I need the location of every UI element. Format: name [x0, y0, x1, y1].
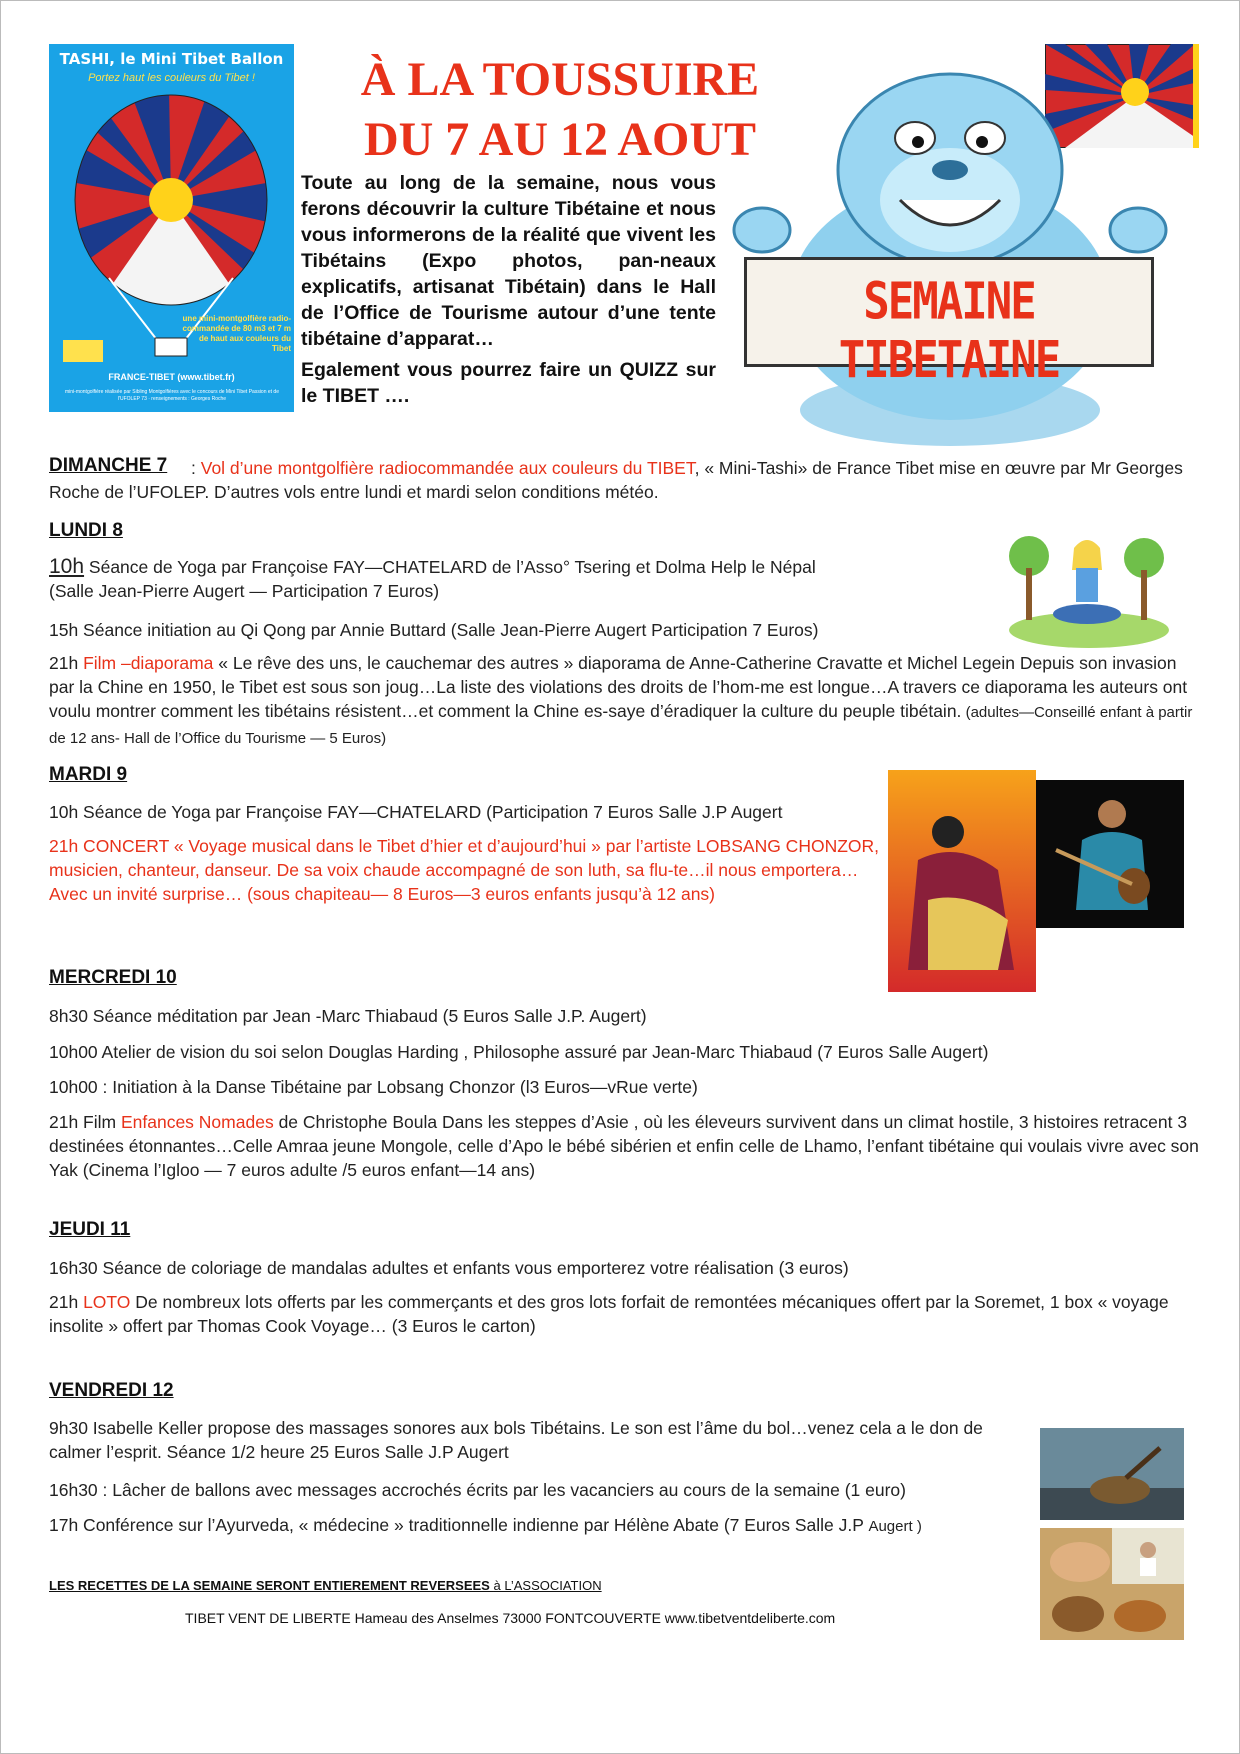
footer-line1-part1: LES RECETTES DE LA SEMAINE SERONT ENTIEREMENT REVERSEES — [49, 1578, 494, 1593]
dimanche-highlight: Vol d’une montgolfière radiocommandée aux couleurs du TIBET — [200, 458, 695, 478]
lundi-10h-time: 10h — [49, 555, 85, 578]
event-mardi-10h: 10h Séance de Yoga par Françoise FAY—CHATELARD (Participation 7 Euros Salle J.P Augert — [49, 802, 783, 822]
event-vendredi-17h — [49, 1513, 1049, 1539]
vendredi-17h-text: 17h Conférence sur l’Ayurveda, « médecine » traditionnelle indienne par Hélène Abate (7 Euros Salle J.P — [49, 1515, 869, 1535]
intro-paragraph-2: Egalement vous pourrez faire un QUIZZ sur le TIBET …. — [301, 359, 716, 407]
poster-balloon-note: une mini-montgolfière radio-commandée de 80 m3 et 7 m de haut aux couleurs du Tibet — [182, 314, 291, 353]
footer-line1 — [49, 1578, 602, 1593]
day-title-mercredi: MERCREDI 10 — [49, 967, 177, 988]
event-mercredi-8h30: 8h30 Séance méditation par Jean -Marc Thiabaud (5 Euros Salle J.P. Augert) — [49, 1006, 647, 1026]
intro-paragraph-1: Toute au long de la semaine, nous vous ferons découvrir la culture Tibétaine et nous vous informerons de la réalité que vivent les Tibétains (Expo photos, pan-neaux explicatifs, artisanat Tibétain) dans le Hall de l’Office de Tourisme autour d’une tente tibétaine d’apparat… — [301, 172, 716, 350]
dancer-photo — [888, 770, 1036, 992]
event-mercredi-10h00-danse: 10h00 : Initiation à la Danse Tibétaine par Lobsang Chonzor (l3 Euros—vRue verte) — [49, 1077, 698, 1097]
poster-title: TASHI, le Mini Tibet Ballon — [59, 50, 284, 68]
footer-line2: TIBET VENT DE LIBERTE Hameau des Anselmes 73000 FONTCOUVERTE www.tibetventdeliberte.com — [185, 1610, 836, 1626]
day-title-vendredi: VENDREDI 12 — [49, 1380, 174, 1401]
day-title-jeudi: JEUDI 11 — [49, 1219, 131, 1240]
yeti-mascot-illustration — [720, 50, 1180, 450]
tashi-poster — [49, 44, 294, 412]
jeudi-21h-highlight: LOTO — [83, 1292, 131, 1312]
event-lundi-10h — [49, 555, 1009, 603]
lundi-10h-line2: (Salle Jean-Pierre Augert — Participation 7 Euros) — [49, 581, 440, 601]
event-mardi-21h-concert: 21h CONCERT « Voyage musical dans le Tibet d’hier et d’aujourd’hui » par l’artiste LOBSANG CHONZOR, musicien, chanteur, danseur. De sa voix chaude accompagné de son luth, sa flu-te…il nous emportera… Avec un invité surprise… (sous chapiteau— 8 Euros—3 euros enfants jusqu’à 12 ans) — [49, 836, 880, 904]
headline-line2: DU 7 AU 12 AOUT — [363, 113, 757, 166]
footer-line1-part2: à L’ASSOCIATION — [493, 1578, 602, 1593]
vendredi-17h-note: Augert ) — [868, 1518, 922, 1535]
event-lundi-15h: 15h Séance initiation au Qi Qong par Annie Buttard (Salle Jean-Pierre Augert Participation 7 Euros) — [49, 620, 819, 640]
lundi-21h-highlight: Film –diaporama — [83, 653, 214, 673]
event-mercredi-10h00-atelier: 10h00 Atelier de vision du soi selon Douglas Harding , Philosophe assuré par Jean-Marc Thiabaud (7 Euros Salle Augert) — [49, 1042, 989, 1062]
mercredi-21h-highlight: Enfances Nomades — [120, 1112, 274, 1132]
event-jeudi-21h-loto — [49, 1290, 1199, 1338]
intro-text — [301, 170, 716, 414]
poster-logo — [63, 340, 103, 362]
poster-subtitle: Portez haut les couleurs du Tibet ! — [88, 72, 255, 84]
dimanche-sep: : — [191, 458, 201, 478]
event-dimanche — [49, 456, 1199, 504]
lundi-21h-text: « Le rêve des uns, le cauchemar des autres » diaporama de Anne-Catherine Cravatte et Michel Legein Depuis son invasion par la Chine en 1950, le Tibet est sous son joug…La liste des violations des droits de l’hom-me est longue…A travers ce diaporama les auteurs ont voulu montrer comment les tibétains résistent…et comment la Chine es-saye d’éradiquer la culture du peuple tibétain. — [49, 653, 1188, 721]
ayurveda-photo — [1040, 1528, 1184, 1640]
event-vendredi-16h30: 16h30 : Lâcher de ballons avec messages accrochés écrits par les vacanciers au cours de la semaine (1 euro) — [49, 1480, 906, 1500]
jeudi-21h-text: De nombreux lots offerts par les commerçants et des gros lots forfait de remontées mécaniques offert par la Soremet, 1 box « voyage insolite » offert par Thomas Cook Voyage… (3 Euros le carton) — [49, 1292, 1169, 1336]
day-title-lundi: LUNDI 8 — [49, 520, 123, 541]
banner-text: SEMAINE TIBETAINE — [838, 272, 1060, 390]
jeudi-21h-prefix: 21h — [49, 1292, 84, 1312]
event-mercredi-21h-film — [49, 1110, 1199, 1182]
singing-bowl-photo — [1040, 1428, 1184, 1520]
lundi-21h-note: (adultes—Conseillé enfant à partir de 12 ans- Hall de l’Office du Tourisme — 5 Euros) — [49, 704, 1193, 747]
mercredi-21h-prefix: 21h Film — [49, 1112, 121, 1132]
event-lundi-21h — [49, 651, 1199, 751]
dimanche-text: , « Mini-Tashi» de France Tibet mise en œuvre par Mr Georges Roche de l’UFOLEP. D’autres vols entre lundi et mardi selon conditions météo. — [49, 458, 1183, 502]
yoga-illustration — [994, 518, 1180, 650]
day-title-mardi: MARDI 9 — [49, 764, 128, 785]
lundi-21h-time: 21h — [49, 653, 84, 673]
headline-line1: À LA TOUSSUIRE — [360, 53, 760, 106]
musician-photo — [1036, 780, 1184, 928]
lundi-10h-text: Séance de Yoga par Françoise FAY—CHATELARD de l’Asso° Tsering et Dolma Help le Népal — [84, 557, 816, 577]
mercredi-21h-text: de Christophe Boula Dans les steppes d’Asie , où les éleveurs survivent dans un climat hostile, 3 histoires retracent 3 destinées étonnantes…Celle Amraa jeune Mongole, celle d’Apo le bébé sibérien et enfin celle de Lhamo, l’enfant tibétaine qui voulais vivre avec son Yak (Cinema l’Igloo — 7 euros adulte /5 euros enfant—14 ans) — [49, 1112, 1199, 1180]
day-title-dimanche: DIMANCHE 7 — [49, 455, 168, 476]
poster-fine-print: mini-montgolfière réalisée par Sibling Montgolfières avec le concours de Mini Tibet Passion et de l'UFOLEP 73 · renseignements : Georges Roche — [65, 389, 279, 402]
event-jeudi-16h30: 16h30 Séance de coloriage de mandalas adultes et enfants vous emporterez votre réalisation (3 euros) — [49, 1258, 849, 1278]
event-vendredi-9h30: 9h30 Isabelle Keller propose des massages sonores aux bols Tibétains. Le son est l’âme du bol…venez cela a le don de calmer l’esprit. Séance 1/2 heure 25 Euros Salle J.P Augert — [49, 1418, 983, 1462]
poster-credit: FRANCE-TIBET (www.tibet.fr) — [108, 372, 235, 382]
